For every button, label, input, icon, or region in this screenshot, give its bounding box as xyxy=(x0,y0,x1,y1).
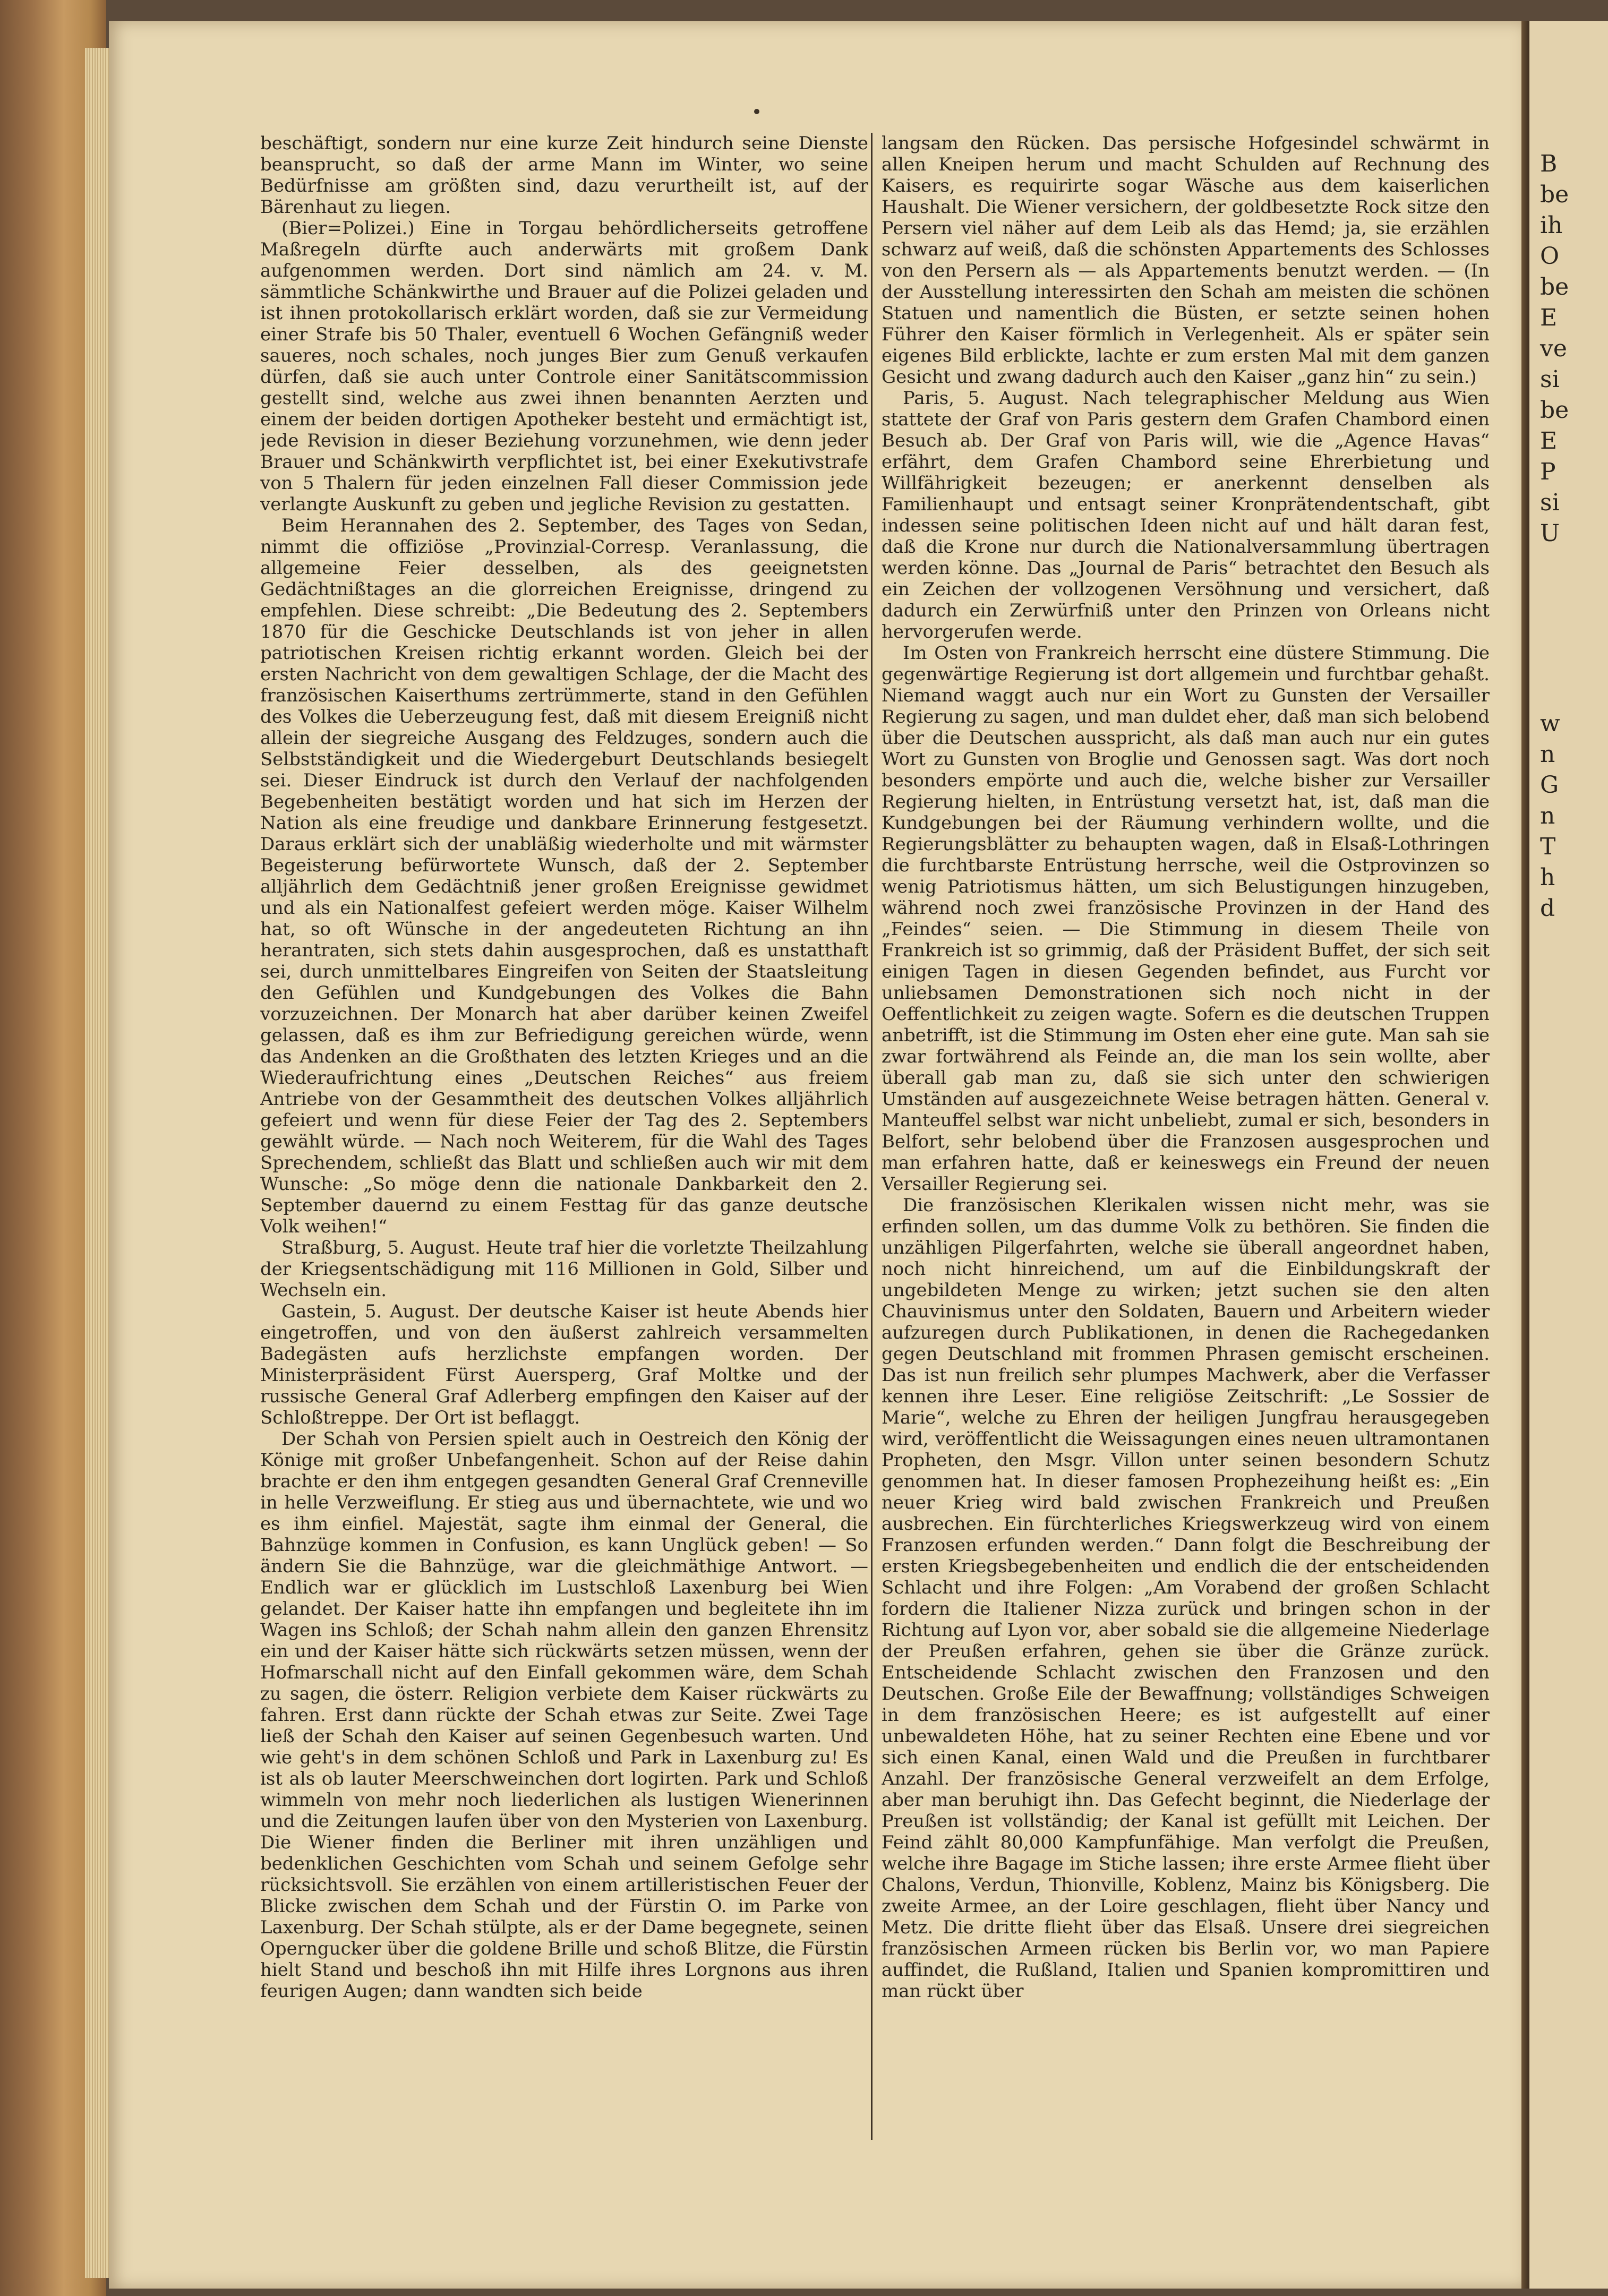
paragraph: Straßburg, 5. August. Heute traf hier die vorletzte Theilzahlung der Kriegsentschädigung mit 116 Millionen in Gold, Silber und Wechseln ein. xyxy=(260,1237,868,1301)
page-edges xyxy=(85,48,112,2278)
facing-page-text: T xyxy=(1540,833,1556,860)
paragraph: (Bier=Polizei.) Eine in Torgau behördlicherseits getroffene Maßregeln dürfte auch anderwärts mit großem Dank aufgenommen werden. Dort sind nämlich am 24. v. M. sämmtliche Schänkwirthe und Brauer auf die Polizei geladen und ist ihnen protokollarisch erklärt worden, daß sie zur Vermeidung einer Strafe bis 50 Thaler, eventuell 6 Wochen Gefängniß weder saueres, noch schales, noch junges Bier zum Genuß verkaufen dürfen, daß sie auch unter Controle einer Sanitätscommission gestellt sind, welche aus zwei ihnen benannten Aerzten und einem der beiden dortigen Apotheker besteht und ermächtigt ist, jede Revision in dieser Beziehung vorzunehmen, wie denn jeder Brauer und Schänkwirth verpflichtet ist, bei einer Exekutivstrafe von 5 Thalern für jeden einzelnen Fall dieser Commission jede verlangte Auskunft zu geben und jegliche Revision zu gestatten. xyxy=(260,218,868,515)
paragraph: Der Schah von Persien spielt auch in Oestreich den König der Könige mit großer Unbefangenheit. Schon auf der Reise dahin brachte er den ihm entgegen gesandten General Graf Crenneville in helle Verzweiflung. Er stieg aus und übernachtete, wie und wo es ihm einfiel. Majestät, sagte ihm einmal der General, die Bahnzüge kommen in Confusion, es kann Unglück geben! — So ändern Sie die Bahnzüge, war die gleichmäthige Antwort. — Endlich war er glücklich im Lustschloß Laxenburg bei Wien gelandet. Der Kaiser hatte ihn empfangen und begleitete ihn im Wagen ins Schloß; der Schah nahm allein den ganzen Ehrensitz ein und der Kaiser hätte sich rückwärts setzen müssen, wenn der Hofmarschall nicht auf den Einfall gekommen wäre, dem Schah zu sagen, die österr. Religion verbiete dem Kaiser rückwärts zu fahren. Erst dann rückte der Schah etwas zur Seite. Zwei Tage ließ der Schah den Kaiser auf seinen Gegenbesuch warten. Und wie geht's in dem schönen Schloß und Park in Laxenburg zu! Es ist als ob lauter Meerschweinchen dort logirten. Park und Schloß wimmeln von mehr noch liederlichen als lustigen Wienerinnen und die Zeitungen laufen über von den Mysterien von Laxenburg. Die Wiener finden die Berliner mit ihren unzähligen und bedenklichen Geschichten vom Schah und seinem Gefolge sehr rücksichtsvoll. Sie erzählen von einem artilleristischen Feuer der Blicke zwischen dem Schah und der Fürstin O. im Parke von Laxenburg. Der Schah stülpte, als er der Dame begegnete, seinen Operngucker über die goldene Brille und schoß Blitze, die Fürstin hielt Stand und beschoß ihn mit Hilfe ihres Lorgnons aus ihren feurigen Augen; dann wandten sich beide xyxy=(260,1428,868,2002)
column-rule xyxy=(871,133,873,2140)
paragraph: Paris, 5. August. Nach telegraphischer Meldung aus Wien stattete der Graf von Paris gestern dem Grafen Chambord einen Besuch ab. Der Graf von Paris will, wie die „Agence Havas“ erfährt, dem Grafen Chambord seine Ehrerbietung und Willfährigkeit bezeugen; er anerkennt denselben als Familienhaupt und entsagt seiner Kronprätendentschaft, gibt indessen seine politischen Ideen nicht auf und hält daran fest, daß die Krone nur durch die Nationalversammlung übertragen werden könne. Das „Journal de Paris“ betrachtet den Besuch als ein Zeichen der vollzogenen Versöhnung und versichert, daß dadurch ein Zerwürfniß unter den Prinzen von Orleans nicht hervorgerufen werde. xyxy=(882,388,1490,642)
paragraph: langsam den Rücken. Das persische Hofgesindel schwärmt in allen Kneipen herum und macht Schulden auf Rechnung des Kaisers, es requirirte sogar Wäsche aus dem kaiserlichen Haushalt. Die Wiener versichern, der goldbesetzte Rock sitze den Persern viel näher auf dem Leib als das Hemd; ja, sie erzählen schwarz auf weiß, daß die schönsten Appartements des Schlosses von den Persern als — als Appartements benutzt werden. — (In der Ausstellung interessirten den Schah am meisten die schönen Statuen und namentlich die Büsten, er setzte seinen hohen Führer den Kaiser förmlich in Verlegenheit. Als er später sein eigenes Bild erblickte, lachte er zum ersten Mal mit dem ganzen Gesicht und zwang dadurch auch den Kaiser „ganz hin“ zu sein.) xyxy=(882,133,1490,388)
right-column xyxy=(882,133,1490,2140)
facing-page-fragment xyxy=(1529,21,1608,2289)
facing-page-text: d xyxy=(1540,895,1555,922)
facing-page-text: U xyxy=(1540,520,1560,547)
facing-page-text: n xyxy=(1540,741,1555,768)
left-column xyxy=(260,133,868,2140)
facing-page-text: B xyxy=(1540,150,1558,177)
facing-page-text: E xyxy=(1540,304,1558,331)
paragraph: beschäftigt, sondern nur eine kurze Zeit hindurch seine Dienste beansprucht, so daß der arme Mann im Winter, wo seine Bedürfnisse am größten sind, dazu verurtheilt ist, auf der Bärenhaut zu liegen. xyxy=(260,133,868,218)
facing-page-text: G xyxy=(1540,772,1559,799)
facing-page-text: h xyxy=(1540,864,1555,891)
facing-page-text: ve xyxy=(1540,335,1567,362)
paragraph: Gastein, 5. August. Der deutsche Kaiser ist heute Abends hier eingetroffen, und von den äußerst zahlreich versammelten Badegästen aufs herzlichste empfangen worden. Der Ministerpräsident Fürst Auersperg, Graf Moltke und der russische General Graf Adlerberg empfingen den Kaiser auf der Schloßtreppe. Der Ort ist beflaggt. xyxy=(260,1301,868,1428)
paragraph: Die französischen Klerikalen wissen nicht mehr, was sie erfinden sollen, um das dumme Volk zu bethören. Sie finden die unzähligen Pilgerfahrten, welche sie überall angeordnet haben, noch nicht hinreichend, um auf die Einbildungskraft der ungebildeten Menge zu wirken; jetzt suchen sie den alten Chauvinismus unter den Soldaten, Bauern und Arbeitern wieder aufzuregen durch Publikationen, in denen die Rachegedanken gegen Deutschland mit frommen Phrasen gemischt erscheinen. Das ist nun freilich sehr plumpes Machwerk, aber die Verfasser kennen ihre Leser. Eine religiöse Zeitschrift: „Le Sossier de Marie“, welche zu Ehren der heiligen Jungfrau herausgegeben wird, veröffentlicht die Weissagungen eines neuen ultramontanen Propheten, den Msgr. Villon unter seinen besondern Schutz genommen hat. In dieser famosen Prophezeihung heißt es: „Ein neuer Krieg wird bald zwischen Frankreich und Preußen ausbrechen. Ein fürchterliches Kriegswerkzeug wird von einem Franzosen erfunden werden.“ Dann folgt die Beschreibung der ersten Kriegsbegebenheiten und endlich die der entscheidenden Schlacht und ihre Folgen: „Am Vorabend der großen Schlacht fordern die Italiener Nizza zurück und bringen schon in der Richtung auf Lyon vor, aber sobald sie die allgemeine Niederlage der Preußen erfahren, gehen sie über die Gränze zurück. Entscheidende Schlacht zwischen den Franzosen und den Deutschen. Große Eile der Bewaffnung; vollständiges Schweigen in dem französischen Heere; es ist aufgestellt auf einer unbewaldeten Höhe, hat zu seiner Rechten eine Ebene und vor sich einen Kanal, einen Wald und die Preußen in furchtbarer Anzahl. Der französische General verzweifelt an dem Erfolge, aber man beruhigt ihn. Das Gefecht beginnt, die Niederlage der Preußen ist vollständig; der Kanal ist gefüllt mit Leichen. Der Feind zählt 80,000 Kampfunfähige. Man verfolgt die Preußen, welche ihre Bagage im Stiche lassen; ihre erste Armee flieht über Chalons, Verdun, Thionville, Koblenz, Mainz bis Königsberg. Die zweite Armee, an der Loire geschlagen, flieht über Nancy und Metz. Die dritte flieht über das Elsaß. Unsere drei siegreichen französischen Armeen rücken bis Berlin vor, wo man Papiere auffindet, die Rußland, Italien und Spanien kompromittiren und man rückt über xyxy=(882,1195,1490,2002)
facing-page-text: E xyxy=(1540,427,1558,455)
facing-page-text: ih xyxy=(1540,212,1563,239)
facing-page-text: si xyxy=(1540,366,1560,393)
facing-page-text: be xyxy=(1540,397,1569,424)
paragraph: Im Osten von Frankreich herrscht eine düstere Stimmung. Die gegenwärtige Regierung ist dort allgemein und furchtbar gehaßt. Niemand waggt auch nur ein Wort zu Gunsten der Versailler Regierung zu sagen, und man duldet eher, daß man sich belobend über die Deutschen ausspricht, als daß man auch nur ein gutes Wort zu Gunsten von Broglie und Genossen sagt. Was dort noch besonders empörte und auch die, welche bisher zur Versailler Regierung hielten, in Entrüstung versetzt hat, ist, daß man die Kundgebungen bei der Räumung verhindern wollte, und die Regierungsblätter zu behaupten wagen, daß in Elsaß-Lothringen die furchtbarste Entrüstung herrsche, weil die Ostprovinzen so wenig Patriotismus hätten, um sich Belustigungen hinzugeben, während noch zwei französische Provinzen in der Hand des „Feindes“ seien. — Die Stimmung in diesem Theile von Frankreich ist so grimmig, daß der Präsident Buffet, der sich seit einigen Tagen in diesen Gegenden befindet, aus Furcht vor unliebsamen Demonstrationen sich noch nicht in der Oeffentlichkeit zu zeigen wagte. Sofern es die deutschen Truppen anbetrifft, ist die Stimmung im Osten eher eine gute. Man sah sie zwar fortwährend als Feinde an, die man los sein wollte, aber überall gab man zu, daß sie sich unter den schwierigen Umständen auf ausgezeichnete Weise betragen hätten. General v. Manteuffel selbst war nicht unbeliebt, zumal er sich, besonders in Belfort, sehr belobend über die Franzosen ausgesprochen und man erfahren hatte, daß er keineswegs ein Freund der neuen Versailler Regierung sei. xyxy=(882,642,1490,1195)
book-gutter xyxy=(1521,21,1530,2289)
facing-page-text: be xyxy=(1540,181,1569,208)
facing-page-text: w xyxy=(1540,710,1560,737)
facing-page-text: be xyxy=(1540,273,1569,301)
facing-page-text: O xyxy=(1540,243,1560,270)
paragraph: Beim Herannahen des 2. September, des Tages von Sedan, nimmt die offiziöse „Provinzial-Corresp. Veranlassung, die allgemeine Feier desselben, als des geeignetsten Gedächtnißtages an die glorreichen Ereignisse, dringend zu empfehlen. Diese schreibt: „Die Bedeutung des 2. Septembers 1870 für die Geschicke Deutschlands ist von jeher in allen patriotischen Kreisen richtig erkannt worden. Gleich bei der ersten Nachricht von dem gewaltigen Schlage, der die Macht des französischen Kaiserthums zertrümmerte, stand in den Gefühlen des Volkes die Ueberzeugung fest, daß mit diesem Ereigniß nicht allein der siegreiche Ausgang des Feldzuges, sondern auch die Selbstständigkeit und die Wiedergeburt Deutschlands besiegelt sei. Dieser Eindruck ist durch den Verlauf der nachfolgenden Begebenheiten bestätigt worden und hat sich im Herzen der Nation als eine freudige und dankbare Erinnerung festgesetzt. Daraus erklärt sich der unabläßig wiederholte und mit wärmster Begeisterung befürwortete Wunsch, daß der 2. September alljährlich dem Gedächtniß jener großen Ereignisse gewidmet und als ein Nationalfest gefeiert werden möge. Kaiser Wilhelm hat, so oft Wünsche in der angedeuteten Richtung an ihn herantraten, sich stets dahin ausgesprochen, daß es unstatthaft sei, durch unmittelbares Eingreifen von Seiten der Staatsleitung den Gefühlen und Kundgebungen des Volkes die Bahn vorzuzeichnen. Der Monarch hat aber darüber keinen Zweifel gelassen, daß es ihm zur Befriedigung gereichen würde, wenn das Andenken an die Großthaten des letzten Krieges und an die Wiederaufrichtung eines „Deutschen Reiches“ aus freiem Antriebe von der Gesammtheit des deutschen Volkes alljährlich gefeiert und wenn für diese Feier der Tag des 2. Septembers gewählt würde. — Nach noch Weiterem, für die Wahl des Tages Sprechendem, schließt das Blatt und schließen auch wir mit dem Wunsche: „So möge denn die nationale Dankbarkeit den 2. September dauernd zu einem Festtag für das ganze deutsche Volk weihen!“ xyxy=(260,515,868,1237)
header-ornament xyxy=(754,109,759,114)
facing-page-text: n xyxy=(1540,802,1555,829)
facing-page-text: si xyxy=(1540,489,1560,516)
facing-page-text: P xyxy=(1540,458,1556,485)
